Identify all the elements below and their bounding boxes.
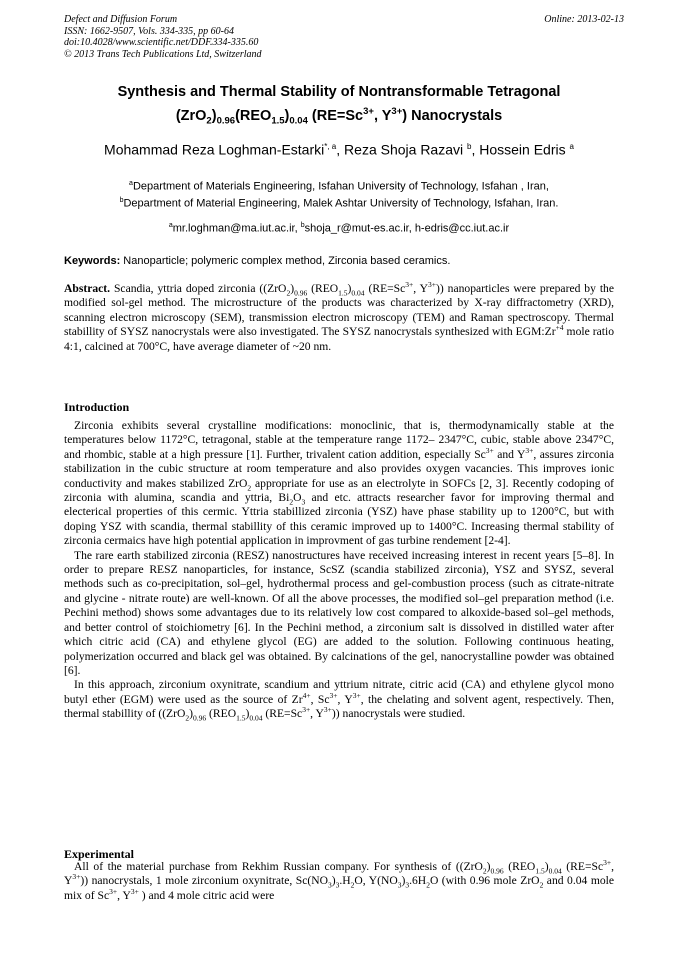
- intro-sup: 3+: [302, 705, 311, 715]
- abstract-sub: 2: [286, 288, 291, 298]
- exp-text: ): [401, 874, 406, 888]
- keywords-text: Nanoparticle; polymeric complex method, Zirconia based ceramics.: [120, 255, 451, 267]
- abstract-label: Abstract.: [64, 282, 111, 295]
- intro-text: , Sc: [310, 692, 330, 706]
- author-name: Mohammad Reza Loghman-Estarki: [104, 141, 325, 158]
- intro-text: O: [293, 491, 302, 505]
- author-list: [20, 138, 658, 159]
- keywords-label: Keywords:: [64, 255, 121, 267]
- abstract-text: )) nanoparticles were prepared by the modified sol-gel method. The microstructure of the products was characterized by X-ray diffractometry (XRD), scanning electron microscopy (SEM), transmission electron microscopy (TEM) and Raman spectroscopy. Thermal stabillity of SYSZ nanocrystals were also investigated. The SYSZ nanocrystals synthesized with EGM:Zr: [64, 282, 614, 339]
- online-date: Online: 2013-02-13: [544, 14, 624, 25]
- exp-text: ): [544, 860, 549, 873]
- title-part: ): [284, 107, 290, 124]
- intro-paragraph-1: [64, 419, 614, 549]
- author-sup: b: [467, 142, 472, 151]
- intro-text: Zirconia exhibits several crystalline modifications: monoclinic, that is, thermodynamically stable at the temperatures below 1172°C, tetragonal, stable at the temperature range 1172– 2347°C, cubic, stable above 2347°C, and rhombic, stable at a high pressure [1]. Further, trivalent cation addition, especially Sc: [64, 419, 614, 461]
- title-part: (REO: [235, 107, 272, 124]
- exp-text: .H: [339, 874, 351, 888]
- intro-text: and etc. attracts researcher favor for improving thermal and electerical properties of this cermic. Yttria stabillized zirconia (YSZ) have phase stability up to 1200°C, but with doping YSZ with scandia, thermal stabillity of this ceramic improved up to 1400°C. Increasing thermal stability of zirconia cermaics have high potential application in improvment of gas turbine rendement [2-4].: [64, 491, 615, 548]
- intro-text: , Y: [310, 707, 324, 721]
- intro-sup: 3+: [323, 705, 332, 715]
- introduction-heading: Introduction: [64, 400, 130, 414]
- intro-text: , assures zirconia stabilization in the cubic structure at room temperature and also provides oxygen vacancies. This improves ionic conductivity and makes stabilized ZrO: [64, 447, 615, 490]
- exp-sub: 2: [539, 880, 544, 890]
- exp-sub: 2: [350, 880, 355, 890]
- abstract-sub: 1.5: [338, 288, 348, 298]
- abstract-sub: 0.96: [294, 288, 308, 298]
- title-sub: 0.96: [216, 115, 236, 127]
- email-link[interactable]: shoja_r@mut-es.ac.ir, h-edris@cc.iut.ac.ir: [304, 222, 510, 235]
- exp-sub: 0.04: [548, 866, 562, 876]
- exp-text: ): [331, 874, 336, 888]
- abstract-text: ): [290, 282, 295, 295]
- title-part: (ZrO: [175, 107, 207, 124]
- experimental-heading: Experimental: [64, 847, 134, 861]
- email-link[interactable]: mr.loghman@ma.iut.ac.ir,: [172, 222, 301, 235]
- exp-sub: 3: [397, 880, 402, 890]
- exp-sub: 3: [335, 880, 340, 890]
- exp-text: ) and 4 mole citric acid were: [138, 888, 275, 902]
- exp-text: (RE=Sc: [561, 860, 604, 873]
- abstract-sup: +4: [555, 323, 564, 333]
- abstract-text: ): [347, 282, 352, 295]
- journal-name: Defect and Diffusion Forum: [64, 14, 178, 25]
- exp-text: (REO: [503, 860, 536, 873]
- intro-text: ): [189, 707, 194, 721]
- intro-text: , Y: [337, 692, 353, 706]
- exp-text: .6H: [409, 874, 427, 888]
- abstract: [64, 282, 614, 354]
- journal-copyright: © 2013 Trans Tech Publications Ltd, Switzerland: [64, 48, 262, 60]
- intro-text: In this approach, zirconium oxynitrate, scandium and yttrium nitrate, citric acid (CA) and ethylene glycol mono butyl ether (EGM) were used as the source of Zr: [64, 678, 614, 706]
- exp-paragraph-1: [64, 860, 614, 903]
- title-part: ) Nanocrystals: [402, 107, 503, 124]
- exp-sub: 2: [482, 866, 487, 876]
- abstract-text: , Y: [413, 282, 429, 295]
- paper-title: [40, 83, 638, 131]
- intro-text: and Y: [493, 447, 526, 461]
- affil-sup: b: [119, 196, 124, 204]
- abstract-sup: 3+: [405, 280, 414, 290]
- email-sup: b: [300, 222, 305, 229]
- journal-header: [64, 14, 624, 60]
- journal-doi: doi:10.4028/www.scientific.net/DDF.334-335.60: [64, 37, 259, 48]
- intro-sup: 3+: [525, 445, 534, 455]
- title-part: ): [211, 107, 217, 124]
- intro-text: )) nanocrystals were studied.: [331, 707, 466, 721]
- title-sub: 0.04: [289, 115, 308, 127]
- abstract-sub: 0.04: [351, 288, 365, 298]
- intro-text: appropriate for use as an electrolyte in SOFCs [2, 3]. Recently codoping of zirconia with alumina, scandia and yttria, Bi: [64, 476, 615, 505]
- keywords: [64, 254, 616, 268]
- exp-text: O, Y(NO: [354, 874, 398, 888]
- intro-sup: 4+: [302, 690, 311, 700]
- exp-sub: 1.5: [535, 866, 545, 876]
- intro-sub: 3: [301, 497, 306, 507]
- intro-sup: 3+: [329, 690, 338, 700]
- exp-text: All of the material purchase from Rekhim Russian company. For synthesis of ((ZrO: [74, 860, 483, 873]
- exp-text: )) nanocrystals, 1 mole zirconium oxynitrate, Sc(NO: [80, 874, 328, 888]
- intro-sup: 3+: [352, 690, 361, 700]
- title-sup: 3+: [363, 106, 374, 117]
- author-emails: [40, 219, 638, 236]
- affiliation-b: Department of Material Engineering, Malek Ashtar University of Technology, Isfahan, Iran.: [123, 197, 559, 210]
- author-name: , Reza Shoja Razavi: [336, 141, 464, 158]
- title-sub: 1.5: [271, 115, 285, 127]
- intro-text: (REO: [206, 707, 237, 721]
- intro-sup: 3+: [485, 445, 494, 455]
- exp-sub: 0.96: [490, 866, 504, 876]
- exp-sup: 3+: [130, 886, 139, 896]
- exp-sub: 3: [328, 880, 332, 890]
- exp-sup: 3+: [109, 886, 118, 896]
- intro-text: (RE=Sc: [262, 707, 303, 721]
- author-name: , Hossein Edris: [471, 141, 566, 158]
- exp-text: O (with 0.96 mole ZrO: [429, 874, 540, 888]
- exp-sup: 3+: [72, 872, 81, 882]
- abstract-sup: 3+: [428, 280, 437, 290]
- journal-issn: ISSN: 1662-9507, Vols. 334-335, pp 60-64: [64, 25, 234, 37]
- author-sup: *, a: [324, 142, 337, 151]
- intro-paragraph-2: The rare earth stabilized zirconia (RESZ) nanostructures have received increasing interest in recent years [5–8]. In order to prepare RESZ nanoparticles, for instance, ScSZ (scandia stabilized zirconia), YSZ and SYSZ, several methods such as co-precipitation, sol–gel, hydrothermal process and gel-combustion process (such as citrate-nitrate and glycine - nitrate route) are well-known. Of all the above processes, the modified sol–gel preparation method (i.e. Pechini method) shows some advantages due to its relatively low cost compared to alkoxide-based sol–gel methods, and better control of stoichiometry [6]. In the Pechini method, a zirconium salt is dissolved in distilled water after which citric acid (CA) and ethylene glycol (EG) are added to the solution. Following continuous heating, polymerization occurred and black gel was obtained. By calcinations of the gel, nanocrystalline powder was obtained [6].: [64, 548, 614, 677]
- intro-sub: 2: [247, 482, 252, 492]
- abstract-text: (REO: [307, 282, 339, 295]
- intro-sub: 2: [185, 713, 190, 723]
- intro-sub: 0.04: [249, 713, 263, 723]
- introduction-body: [64, 419, 614, 722]
- email-sup: a: [168, 222, 173, 229]
- intro-sub: 2: [289, 497, 294, 507]
- intro-sub: 1.5: [236, 713, 246, 723]
- title-sup: 3+: [391, 106, 403, 117]
- affiliations: [40, 177, 638, 210]
- abstract-text: Scandia, yttria doped zirconia ((ZrO: [110, 282, 287, 295]
- title-part: , Y: [373, 107, 392, 124]
- title-line-1: Synthesis and Thermal Stability of Nontransformable Tetragonal: [117, 84, 561, 100]
- exp-sub: 2: [426, 880, 430, 890]
- affiliation-a: Department of Materials Engineering, Isfahan University of Technology, Isfahan , Iran,: [132, 180, 549, 193]
- title-part: (RE=Sc: [307, 107, 364, 124]
- abstract-text: mole ratio 4:1, calcined at 700°C, have average diameter of ~20 nm.: [64, 325, 614, 353]
- exp-text: and 0.04 mole mix of Sc: [64, 874, 615, 902]
- experimental-body: [64, 860, 614, 903]
- title-sub: 2: [206, 115, 212, 127]
- exp-text: , Y: [117, 888, 131, 902]
- affil-sup: a: [129, 180, 133, 187]
- intro-text: ): [245, 707, 250, 721]
- intro-text: , the chelating and solvent agent, respectively. Then, thermal stabillity of ((ZrO: [64, 692, 614, 721]
- exp-text: , Y: [64, 860, 614, 888]
- exp-text: ): [486, 860, 491, 873]
- intro-sub: 0.96: [193, 713, 207, 723]
- author-sup: a: [569, 142, 574, 151]
- intro-paragraph-3: [64, 678, 614, 721]
- abstract-text: (RE=Sc: [364, 282, 406, 295]
- exp-sup: 3+: [603, 858, 612, 868]
- exp-sub: 3: [405, 880, 410, 890]
